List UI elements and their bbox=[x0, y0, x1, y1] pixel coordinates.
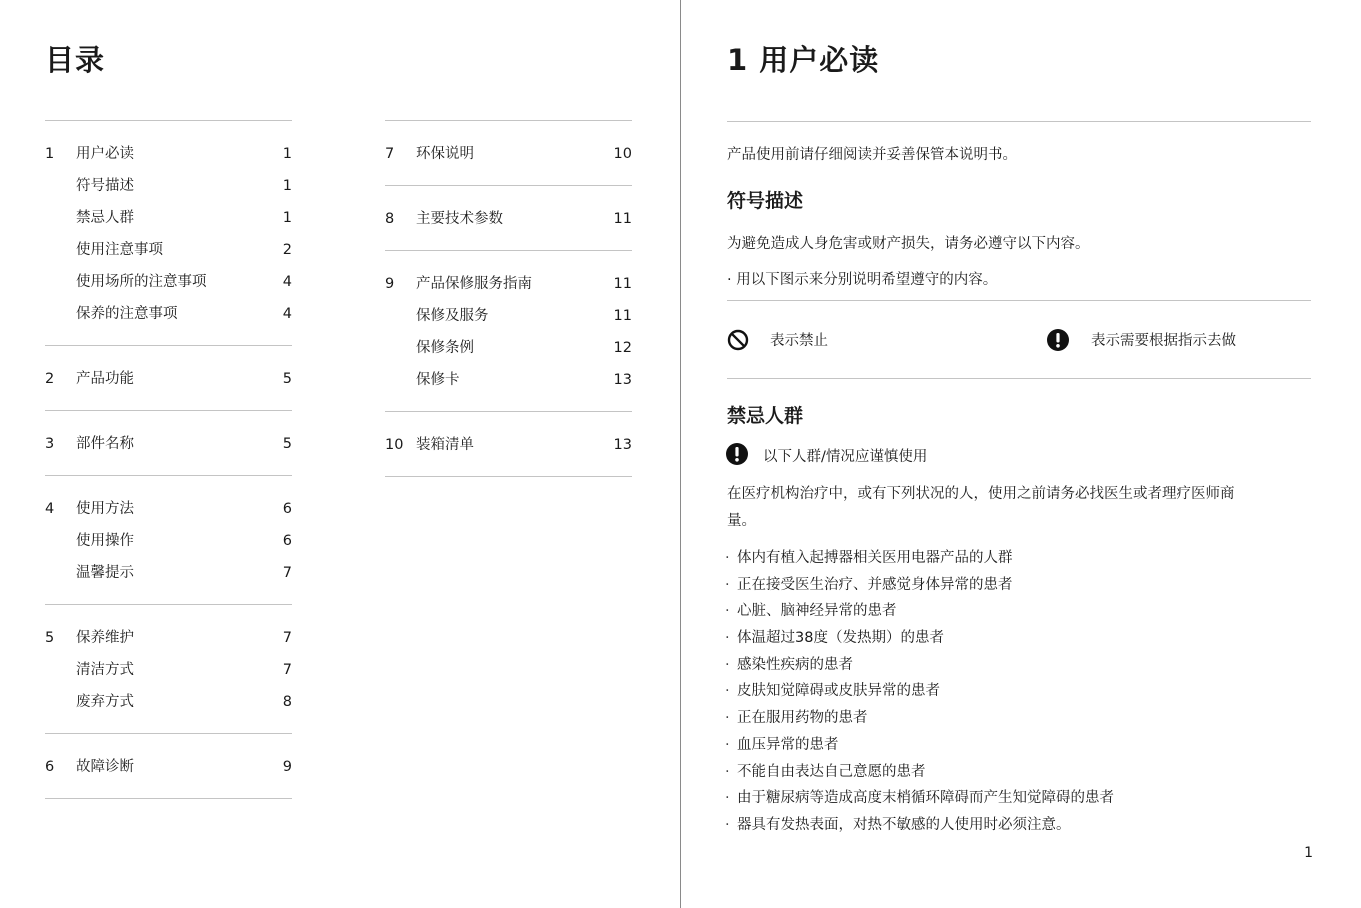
toc-column-1 bbox=[45, 120, 292, 799]
toc-entry[interactable] bbox=[45, 363, 292, 395]
toc-entry-title: 保修卡 bbox=[416, 372, 460, 388]
list-item-text: 不能自由表达自己意愿的患者 bbox=[737, 763, 926, 780]
toc-entry-title: 保修条例 bbox=[416, 340, 474, 356]
toc-entry-number: 9 bbox=[385, 276, 395, 292]
toc-entry-title: 使用方法 bbox=[76, 501, 134, 517]
toc-entry-page: 11 bbox=[613, 211, 632, 227]
list-item-text: 正在服用药物的患者 bbox=[737, 710, 868, 727]
toc-entry-page: 1 bbox=[282, 178, 292, 194]
toc-entry[interactable] bbox=[45, 266, 292, 298]
toc-entry[interactable] bbox=[385, 429, 632, 461]
contra-paragraph-line-1: 在医疗机构治疗中，或有下列状况的人，使用之前请务必找医生或者理疗医师商 bbox=[727, 486, 1235, 502]
toc-entry[interactable] bbox=[45, 234, 292, 266]
toc-entry-number: 3 bbox=[45, 436, 55, 452]
toc-entry[interactable] bbox=[385, 268, 632, 300]
toc-entry[interactable] bbox=[45, 493, 292, 525]
toc-section bbox=[385, 186, 632, 250]
list-item bbox=[725, 625, 1114, 652]
toc-entry-title: 主要技术参数 bbox=[416, 211, 503, 227]
divider bbox=[727, 300, 1311, 301]
list-item bbox=[725, 812, 1114, 839]
toc-entry[interactable] bbox=[45, 428, 292, 460]
toc-section bbox=[45, 734, 292, 798]
toc-entry-page: 11 bbox=[613, 308, 632, 324]
toc-entry-number: 8 bbox=[385, 211, 395, 227]
toc-entry-page: 5 bbox=[282, 371, 292, 387]
contraindications-heading: 禁忌人群 bbox=[727, 405, 804, 427]
toc-section bbox=[385, 121, 632, 185]
list-item bbox=[725, 545, 1114, 572]
toc-entry-page: 8 bbox=[282, 694, 292, 710]
list-item bbox=[725, 785, 1114, 812]
toc-column-2 bbox=[385, 120, 632, 477]
toc-entry-number: 1 bbox=[45, 146, 55, 162]
symbols-note: · 用以下图示来分别说明希望遵守的内容。 bbox=[727, 272, 998, 288]
list-item-text: 皮肤知觉障碍或皮肤异常的患者 bbox=[737, 683, 940, 700]
list-item bbox=[725, 732, 1114, 759]
toc-entry-title: 符号描述 bbox=[76, 178, 134, 194]
toc-entry-title: 使用场所的注意事项 bbox=[76, 274, 207, 290]
toc-entry[interactable] bbox=[45, 525, 292, 557]
toc-entry[interactable] bbox=[45, 654, 292, 686]
toc-entry[interactable] bbox=[45, 751, 292, 783]
toc-divider bbox=[45, 798, 292, 799]
bullet-dot: · bbox=[725, 816, 730, 833]
toc-entry-title: 环保说明 bbox=[416, 146, 474, 162]
list-item-text: 由于糖尿病等造成高度末梢循环障碍而产生知觉障碍的患者 bbox=[737, 790, 1114, 807]
contra-paragraph-line-2: 量。 bbox=[727, 513, 756, 529]
bullet-dot: · bbox=[725, 630, 730, 647]
list-item bbox=[725, 705, 1114, 732]
toc-entry[interactable] bbox=[45, 202, 292, 234]
list-item-text: 感染性疾病的患者 bbox=[737, 656, 853, 673]
content-page bbox=[681, 0, 1361, 908]
toc-entry-page: 1 bbox=[282, 146, 292, 162]
toc-entry[interactable] bbox=[385, 332, 632, 364]
toc-entry-number: 10 bbox=[385, 437, 404, 453]
toc-section bbox=[45, 346, 292, 410]
toc-entry-page: 2 bbox=[282, 242, 292, 258]
toc-entry-page: 4 bbox=[282, 306, 292, 322]
toc-entry-page: 11 bbox=[613, 276, 632, 292]
toc-entry-number: 4 bbox=[45, 501, 55, 517]
toc-entry[interactable] bbox=[385, 364, 632, 396]
toc-entry[interactable] bbox=[45, 557, 292, 589]
exclamation-icon bbox=[1047, 329, 1069, 351]
toc-entry[interactable] bbox=[385, 138, 632, 170]
bullet-dot: · bbox=[725, 550, 730, 566]
toc-entry-title: 保养的注意事项 bbox=[76, 306, 178, 322]
toc-entry-title: 禁忌人群 bbox=[76, 210, 134, 226]
toc-section bbox=[45, 411, 292, 475]
toc-section bbox=[45, 476, 292, 604]
toc-section bbox=[385, 412, 632, 476]
toc-entry-page: 7 bbox=[282, 565, 292, 581]
toc-entry-title: 保养维护 bbox=[76, 630, 134, 646]
page-number: 1 bbox=[1304, 845, 1313, 861]
toc-entry-page: 5 bbox=[282, 436, 292, 452]
toc-entry-title: 产品保修服务指南 bbox=[416, 276, 532, 292]
toc-entry-title: 使用操作 bbox=[76, 533, 134, 549]
bullet-dot: · bbox=[725, 656, 730, 673]
prohibited-icon bbox=[727, 329, 749, 351]
divider bbox=[727, 378, 1311, 379]
list-item-text: 体温超过38度（发热期）的患者 bbox=[737, 630, 944, 647]
toc-entry-page: 13 bbox=[613, 372, 632, 388]
toc-entry[interactable] bbox=[385, 300, 632, 332]
toc-section bbox=[45, 605, 292, 733]
bullet-dot: · bbox=[725, 790, 730, 807]
symbols-heading: 符号描述 bbox=[727, 190, 804, 212]
toc-entry-title: 用户必读 bbox=[76, 146, 134, 162]
toc-entry-number: 2 bbox=[45, 371, 55, 387]
bullet-dot: · bbox=[725, 603, 730, 620]
symbols-text: 为避免造成人身危害或财产损失，请务必遵守以下内容。 bbox=[727, 236, 1090, 252]
toc-entry[interactable] bbox=[45, 170, 292, 202]
list-item-text: 心脏、脑神经异常的患者 bbox=[737, 603, 897, 620]
list-item-text: 器具有发热表面，对热不敏感的人使用时必须注意。 bbox=[737, 816, 1071, 833]
bullet-dot: · bbox=[725, 763, 730, 780]
toc-entry-title: 清洁方式 bbox=[76, 662, 134, 678]
toc-entry-title: 保修及服务 bbox=[416, 308, 489, 324]
toc-entry-number: 5 bbox=[45, 630, 55, 646]
toc-entry[interactable] bbox=[385, 203, 632, 235]
instruct-label: 表示需要根据指示去做 bbox=[1091, 333, 1236, 349]
toc-entry-page: 12 bbox=[613, 340, 632, 356]
toc-entry-page: 7 bbox=[282, 662, 292, 678]
list-item-text: 血压异常的患者 bbox=[737, 736, 839, 753]
toc-entry-title: 部件名称 bbox=[76, 436, 134, 452]
list-item-text: 正在接受医生治疗、并感觉身体异常的患者 bbox=[737, 576, 1013, 593]
list-item bbox=[725, 598, 1114, 625]
toc-divider bbox=[385, 476, 632, 477]
toc-entry[interactable] bbox=[45, 686, 292, 718]
bullet-dot: · bbox=[725, 683, 730, 700]
toc-entry-title: 使用注意事项 bbox=[76, 242, 163, 258]
toc-entry-title: 温馨提示 bbox=[76, 565, 134, 581]
bullet-dot: · bbox=[725, 576, 730, 593]
toc-entry-title: 废弃方式 bbox=[76, 694, 134, 710]
toc-entry-page: 7 bbox=[282, 630, 292, 646]
list-item bbox=[725, 652, 1114, 679]
toc-entry-title: 装箱清单 bbox=[416, 437, 474, 453]
bullet-dot: · bbox=[725, 710, 730, 727]
toc-entry-number: 7 bbox=[385, 146, 395, 162]
exclamation-icon bbox=[726, 443, 748, 465]
caution-text: 以下人群/情况应谨慎使用 bbox=[763, 449, 928, 465]
contraindications-list bbox=[725, 545, 1114, 839]
prohibit-label: 表示禁止 bbox=[770, 333, 828, 349]
list-item bbox=[725, 678, 1114, 705]
list-item bbox=[725, 572, 1114, 599]
toc-entry-number: 6 bbox=[45, 759, 55, 775]
toc-heading: 目录 bbox=[45, 43, 106, 77]
toc-entry-page: 10 bbox=[613, 146, 632, 162]
toc-section bbox=[385, 251, 632, 411]
list-item-text: 体内有植入起搏器相关医用电器产品的人群 bbox=[737, 550, 1013, 566]
toc-entry-page: 4 bbox=[282, 274, 292, 290]
toc-entry-title: 产品功能 bbox=[76, 371, 134, 387]
toc-entry[interactable] bbox=[45, 138, 292, 170]
divider bbox=[727, 121, 1311, 122]
toc-entry-page: 9 bbox=[282, 759, 292, 775]
toc-entry-page: 13 bbox=[613, 437, 632, 453]
chapter-heading: 1 用户必读 bbox=[727, 43, 880, 77]
toc-entry[interactable] bbox=[45, 622, 292, 654]
toc-entry-page: 6 bbox=[282, 501, 292, 517]
list-item bbox=[725, 759, 1114, 786]
toc-entry-title: 故障诊断 bbox=[76, 759, 134, 775]
toc-entry[interactable] bbox=[45, 298, 292, 330]
toc-section bbox=[45, 121, 292, 345]
toc-entry-page: 6 bbox=[282, 533, 292, 549]
bullet-dot: · bbox=[725, 736, 730, 753]
toc-page bbox=[0, 0, 680, 908]
intro-text: 产品使用前请仔细阅读并妥善保管本说明书。 bbox=[727, 147, 1017, 163]
toc-entry-page: 1 bbox=[282, 210, 292, 226]
